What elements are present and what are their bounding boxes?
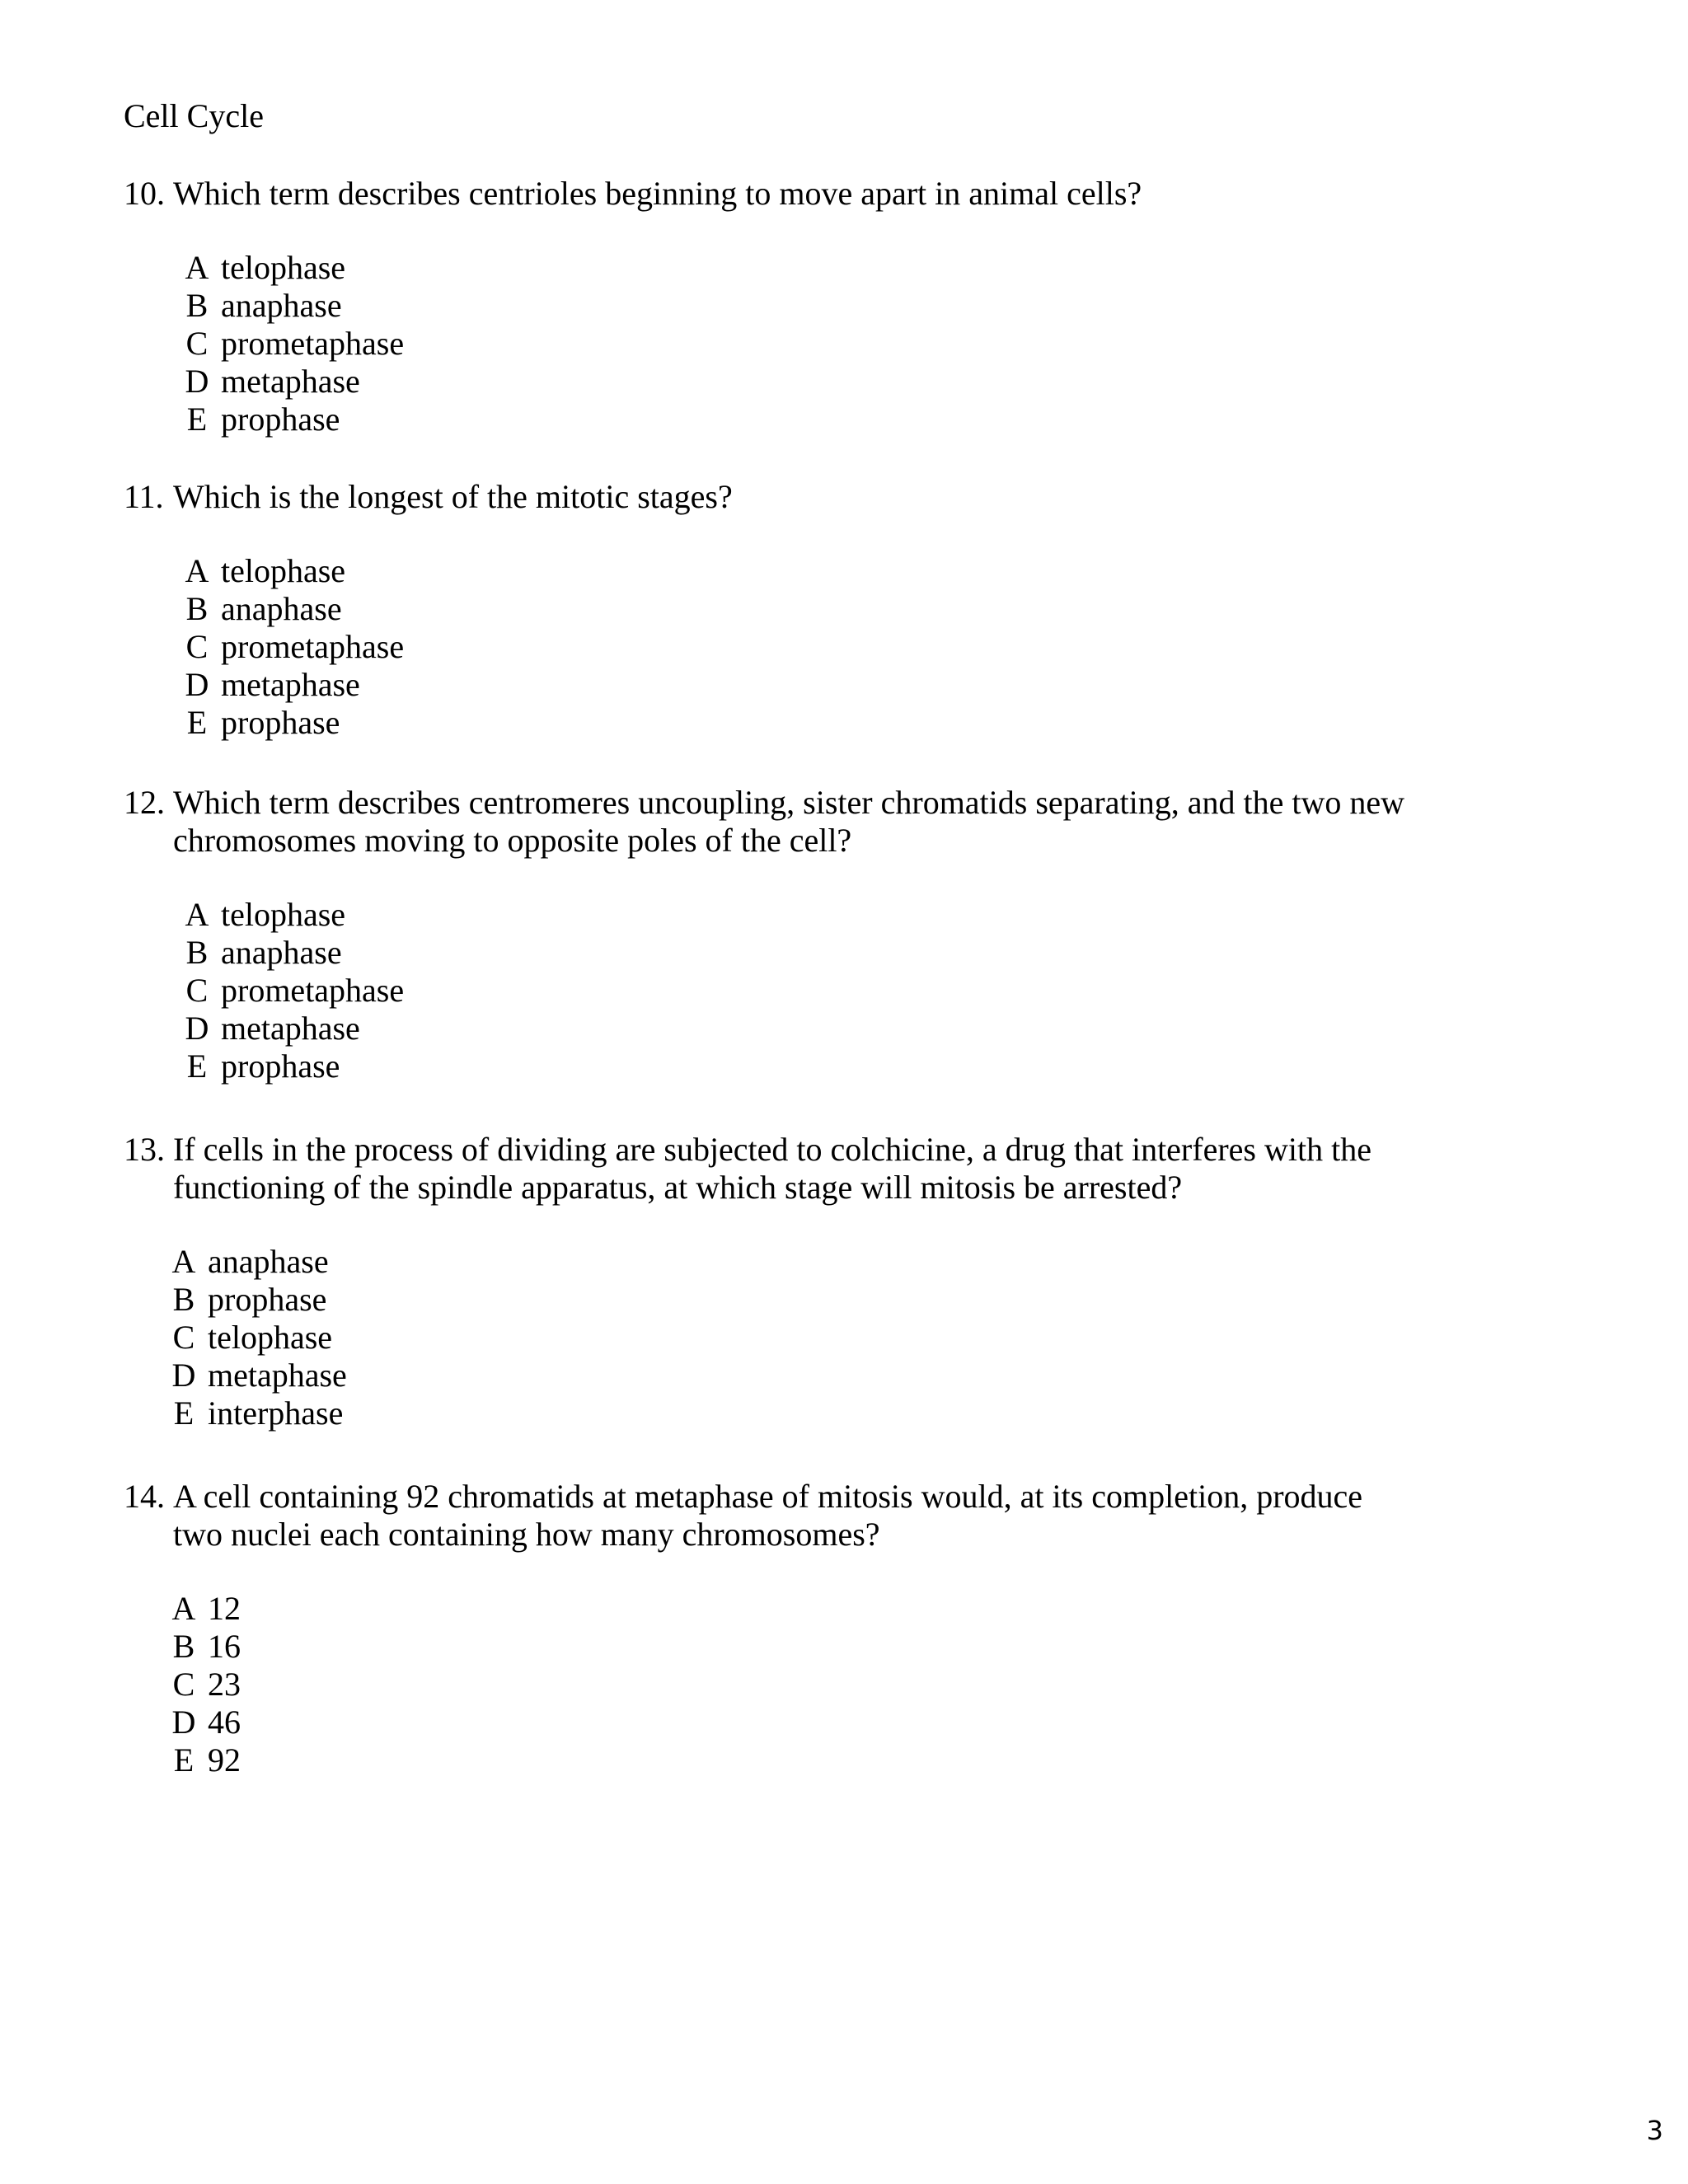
question-13 xyxy=(124,1131,1409,1432)
choice-text: prometaphase xyxy=(221,972,405,1009)
choice-letter: A xyxy=(185,896,209,933)
answer-choices xyxy=(160,1590,1409,1779)
answer-choices xyxy=(173,896,1409,1085)
choice-letter: B xyxy=(185,287,209,324)
answer-choice xyxy=(160,1704,1409,1741)
answer-choice xyxy=(160,1628,1409,1666)
choice-text: anaphase xyxy=(221,934,342,971)
choice-text: telophase xyxy=(221,896,346,933)
choice-text: 46 xyxy=(208,1704,241,1741)
answer-choice xyxy=(160,1281,1409,1319)
answer-choice xyxy=(173,325,1409,363)
answer-choice xyxy=(173,401,1409,438)
choice-letter: E xyxy=(186,1047,208,1085)
answer-choice xyxy=(160,1666,1409,1704)
question-text: A cell containing 92 chromatids at metaphase of mitosis would, at its completion, produce two nuclei each containing how many chromosomes? xyxy=(173,1478,1363,1553)
choice-text: metaphase xyxy=(208,1357,347,1394)
question-stem xyxy=(124,175,1409,213)
question-number: 12. xyxy=(124,784,165,821)
choice-letter: D xyxy=(185,1010,209,1047)
question-text: If cells in the process of dividing are subjected to colchicine, a drug that interferes with the functioning of the spindle apparatus, at which stage will mitosis be arrested? xyxy=(173,1131,1372,1206)
choice-letter: E xyxy=(186,704,208,741)
choice-letter: E xyxy=(186,401,208,438)
choice-text: prometaphase xyxy=(221,325,405,362)
answer-choice xyxy=(173,590,1409,628)
choice-letter: C xyxy=(185,628,209,665)
choice-letter: E xyxy=(173,1741,195,1779)
choice-letter: A xyxy=(185,249,209,286)
choice-text: prophase xyxy=(221,1047,340,1085)
choice-text: anaphase xyxy=(208,1243,329,1280)
choice-text: prometaphase xyxy=(221,628,405,665)
choice-text: prophase xyxy=(221,704,340,741)
answer-choice xyxy=(173,287,1409,325)
choice-letter: B xyxy=(172,1628,195,1665)
choice-letter: E xyxy=(173,1394,195,1432)
choice-letter: D xyxy=(185,666,209,703)
question-number: 14. xyxy=(124,1478,165,1515)
question-14 xyxy=(124,1478,1409,1779)
choice-text: metaphase xyxy=(221,666,360,703)
choice-letter: B xyxy=(185,934,209,971)
choice-letter: C xyxy=(185,325,209,362)
choice-text: prophase xyxy=(221,401,340,438)
question-text: Which is the longest of the mitotic stages? xyxy=(173,478,733,515)
question-stem xyxy=(124,784,1409,860)
answer-choice xyxy=(160,1243,1409,1281)
choice-text: prophase xyxy=(208,1281,327,1318)
choice-text: anaphase xyxy=(221,590,342,627)
choice-letter: D xyxy=(171,1704,196,1741)
question-11 xyxy=(124,478,1409,742)
question-stem xyxy=(124,1478,1409,1554)
choice-text: telophase xyxy=(208,1319,333,1356)
answer-choice xyxy=(173,896,1409,934)
answer-choice xyxy=(173,972,1409,1010)
choice-text: interphase xyxy=(208,1394,344,1432)
page-title: Cell Cycle xyxy=(124,97,264,134)
answer-choice xyxy=(160,1357,1409,1394)
choice-text: 16 xyxy=(208,1628,241,1665)
choice-text: anaphase xyxy=(221,287,342,324)
answer-choice xyxy=(173,1047,1409,1085)
question-text: Which term describes centrioles beginning to move apart in animal cells? xyxy=(173,175,1142,212)
answer-choices xyxy=(173,249,1409,438)
choice-text: 12 xyxy=(208,1590,241,1627)
answer-choice xyxy=(173,249,1409,287)
choice-letter: D xyxy=(185,363,209,400)
answer-choice xyxy=(173,666,1409,704)
answer-choice xyxy=(160,1319,1409,1357)
choice-letter: C xyxy=(172,1319,195,1356)
question-stem xyxy=(124,1131,1409,1207)
answer-choice xyxy=(160,1741,1409,1779)
answer-choice xyxy=(173,1010,1409,1047)
page-number: 3 xyxy=(1646,2115,1663,2146)
choice-letter: B xyxy=(172,1281,195,1318)
choice-letter: A xyxy=(171,1243,196,1280)
choice-letter: B xyxy=(185,590,209,627)
choice-text: metaphase xyxy=(221,363,360,400)
choice-text: telophase xyxy=(221,249,346,286)
answer-choice xyxy=(160,1394,1409,1432)
choice-text: 92 xyxy=(208,1741,241,1779)
answer-choice xyxy=(173,552,1409,590)
choice-text: telophase xyxy=(221,552,346,589)
choice-text: 23 xyxy=(208,1666,241,1703)
answer-choices xyxy=(173,552,1409,742)
question-number: 10. xyxy=(124,175,165,212)
answer-choice xyxy=(173,628,1409,666)
choice-letter: C xyxy=(172,1666,195,1703)
answer-choice xyxy=(173,934,1409,972)
answer-choice xyxy=(173,363,1409,401)
answer-choice xyxy=(160,1590,1409,1628)
question-10 xyxy=(124,175,1409,438)
answer-choice xyxy=(173,704,1409,742)
choice-text: metaphase xyxy=(221,1010,360,1047)
question-number: 13. xyxy=(124,1131,165,1168)
question-stem xyxy=(124,478,1409,516)
answer-choices xyxy=(160,1243,1409,1432)
question-number: 11. xyxy=(124,478,164,515)
choice-letter: A xyxy=(185,552,209,589)
question-text: Which term describes centromeres uncoupling, sister chromatids separating, and the two new chromosomes moving to opposite poles of the cell? xyxy=(173,784,1404,859)
choice-letter: C xyxy=(185,972,209,1009)
choice-letter: A xyxy=(171,1590,196,1627)
choice-letter: D xyxy=(171,1357,196,1394)
question-12 xyxy=(124,784,1409,1085)
